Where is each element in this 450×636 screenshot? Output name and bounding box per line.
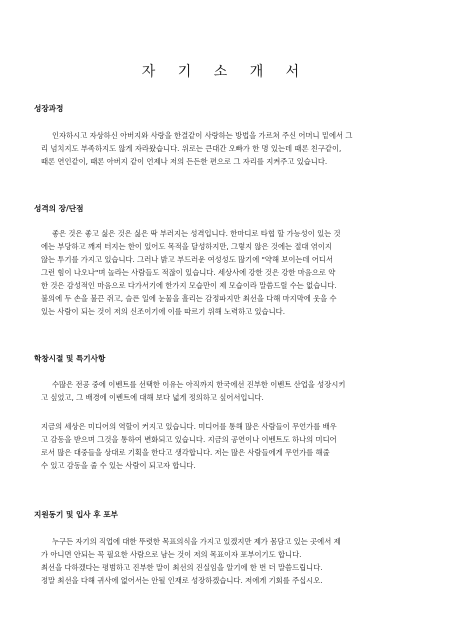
section-heading-growth: 성장과정 — [34, 104, 64, 113]
paragraph-line: 불의에 두 손을 불끈 쥐고, 슬픈 일에 눈물을 흘리는 감정파지만 최선을 다해 마지막에 웃을 수 — [41, 294, 337, 303]
paragraph-line: 누구든 자기의 직업에 대한 뚜렷한 목표의식을 가지고 있겠지만 제가 몸담고 있는 곳에서 제 — [52, 537, 341, 546]
paragraph-line: 로서 많은 대중들을 상대로 기획을 한다고 생각합니다. 저는 많은 사람들에게 무언가를 해줄 — [41, 448, 330, 457]
paragraph-line: 않는 투기를 가지고 있습니다. 그러나 밝고 부드러운 여성성도 많기에 "약해 보이는데 어디서 — [41, 255, 333, 264]
section-heading-motivation: 지원동기 및 입사 후 포부 — [34, 510, 118, 519]
paragraph-line: 고 감동을 받으며 그것을 통하여 변화되고 있습니다. 지금의 공연이나 이벤트도 하나의 미디어 — [41, 435, 337, 444]
paragraph-line: 수많은 전공 중에 이벤트를 선택한 이유는 아직까지 한국에선 진부한 이벤트 산업을 성장시키 — [52, 380, 346, 389]
paragraph-line: 때론 연인같이, 때론 아버지 같이 언제나 저의 든든한 편으로 그 자리를 지켜주고 있습니다. — [41, 157, 328, 166]
paragraph-line: 가 아니면 안되는 꼭 필요한 사람으로 남는 것이 저의 목표이자 포부이기도 합니다. — [41, 550, 302, 559]
paragraph-line: 정말 최선을 다해 귀사에 없어서는 안될 인재로 성장하겠습니다. 저에게 기회를 주십시오. — [41, 576, 323, 585]
paragraph-line: 있는 사람이 되는 것이 저의 신조이기에 이를 따르기 위해 노력하고 있습니다. — [41, 307, 286, 316]
paragraph-line: 그런 힘이 나오나"며 놀라는 사람들도 적잖이 있습니다. 세상사에 강한 것은 강한 마음으로 약 — [41, 268, 336, 277]
paragraph-line: 리 넘치지도 부족하지도 않게 자라왔습니다. 위로는 큰대간 오빠가 한 명 있는데 때론 친구같이, — [41, 144, 342, 153]
section-heading-personality: 성격의 장/단점 — [34, 204, 84, 213]
paragraph-line: 한 것은 감성적인 마음으로 다가서기에 한가지 모습만이 제 모습이라 말씀드릴 수는 없습니다. — [41, 281, 337, 290]
paragraph-line: 고 싶었고, 그 배경에 이벤트에 대해 보다 넓게 정의하고 싶어서입니다. — [41, 393, 264, 402]
document-title: 자 기 소 개 서 — [141, 64, 309, 81]
paragraph-line: 수 있고 감동을 줄 수 있는 사람이 되고자 합니다. — [41, 461, 196, 470]
paragraph-line: 인자하시고 자상하신 아버지와 사랑을 한결같이 사랑하는 방법을 가르쳐 주신 어머니 밑에서 그 — [52, 131, 353, 140]
paragraph-line: 지금의 세상은 미디어의 역할이 커지고 있습니다. 미디어를 통해 많은 사람들이 무언가를 배우 — [41, 422, 337, 431]
paragraph-line: 좋은 것은 좋고 싫은 것은 싫은 딱 부러지는 성격입니다. 한마디로 타협 할 가능성이 있는 것 — [52, 229, 341, 238]
section-heading-school: 학창시절 및 특기사항 — [34, 354, 106, 363]
paragraph-line: 에는 부당하고 깨져 터지는 한이 있어도 목적을 달성하지만, 그렇지 않은 것에는 절대 엮이지 — [41, 242, 332, 251]
paragraph-line: 최선을 다하겠다는 평범하고 진부한 말이 최선의 진실임을 알기에 한 번 더 말씀드립니다. — [41, 563, 323, 572]
